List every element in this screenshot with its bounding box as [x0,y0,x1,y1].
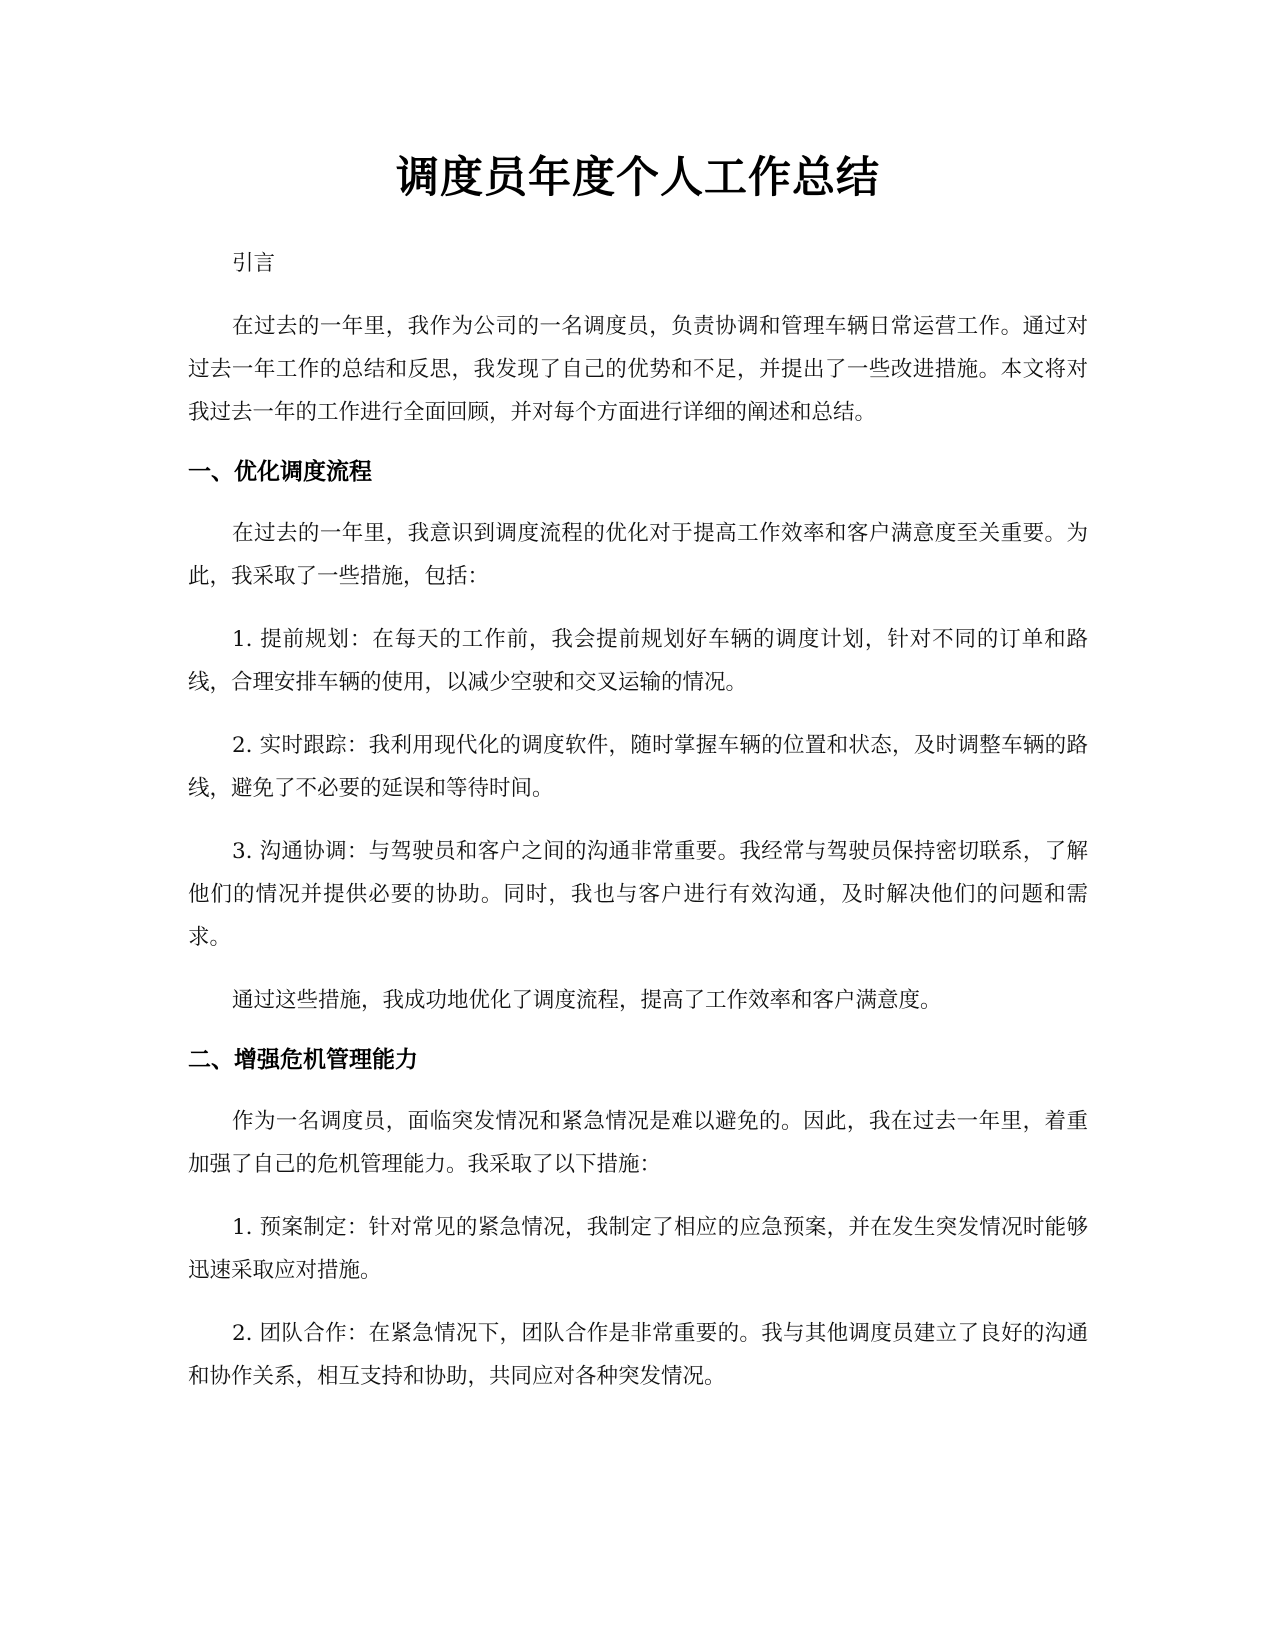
list-item: 1. 预案制定：针对常见的紧急情况，我制定了相应的应急预案，并在发生突发情况时能够迅速采取应对措施。 [188,1215,1088,1283]
document-body [188,148,1088,1418]
document-title: 调度员年度个人工作总结 [396,153,880,203]
section-paragraph: 作为一名调度员，面临突发情况和紧急情况是难以避免的。因此，我在过去一年里，着重加强了自己的危机管理能力。我采取了以下措施： [188,1109,1088,1177]
section-paragraph: 在过去的一年里，我意识到调度流程的优化对于提高工作效率和客户满意度至关重要。为此，我采取了一些措施，包括： [188,521,1088,589]
list-item: 2. 实时跟踪：我利用现代化的调度软件，随时掌握车辆的位置和状态，及时调整车辆的路线，避免了不必要的延误和等待时间。 [188,733,1088,801]
list-item: 3. 沟通协调：与驾驶员和客户之间的沟通非常重要。我经常与驾驶员保持密切联系，了解他们的情况并提供必要的协助。同时，我也与客户进行有效沟通，及时解决他们的问题和需求。 [188,839,1088,950]
intro-paragraph: 在过去的一年里，我作为公司的一名调度员，负责协调和管理车辆日常运营工作。通过对过去一年工作的总结和反思，我发现了自己的优势和不足，并提出了一些改进措施。本文将对我过去一年的工作进行全面回顾，并对每个方面进行详细的阐述和总结。 [188,314,1088,425]
section-paragraph: 通过这些措施，我成功地优化了调度流程，提高了工作效率和客户满意度。 [232,988,942,1013]
section-heading: 二、增强危机管理能力 [188,1047,418,1073]
list-item: 1. 提前规划：在每天的工作前，我会提前规划好车辆的调度计划，针对不同的订单和路线，合理安排车辆的使用，以减少空驶和交叉运输的情况。 [188,627,1088,695]
list-item: 2. 团队合作：在紧急情况下，团队合作是非常重要的。我与其他调度员建立了良好的沟通和协作关系，相互支持和协助，共同应对各种突发情况。 [188,1321,1088,1389]
section-crisis-management [188,1042,1088,1398]
intro-label: 引言 [232,251,276,276]
section-heading: 一、优化调度流程 [188,459,372,485]
section-optimize-dispatch [188,454,1088,1022]
